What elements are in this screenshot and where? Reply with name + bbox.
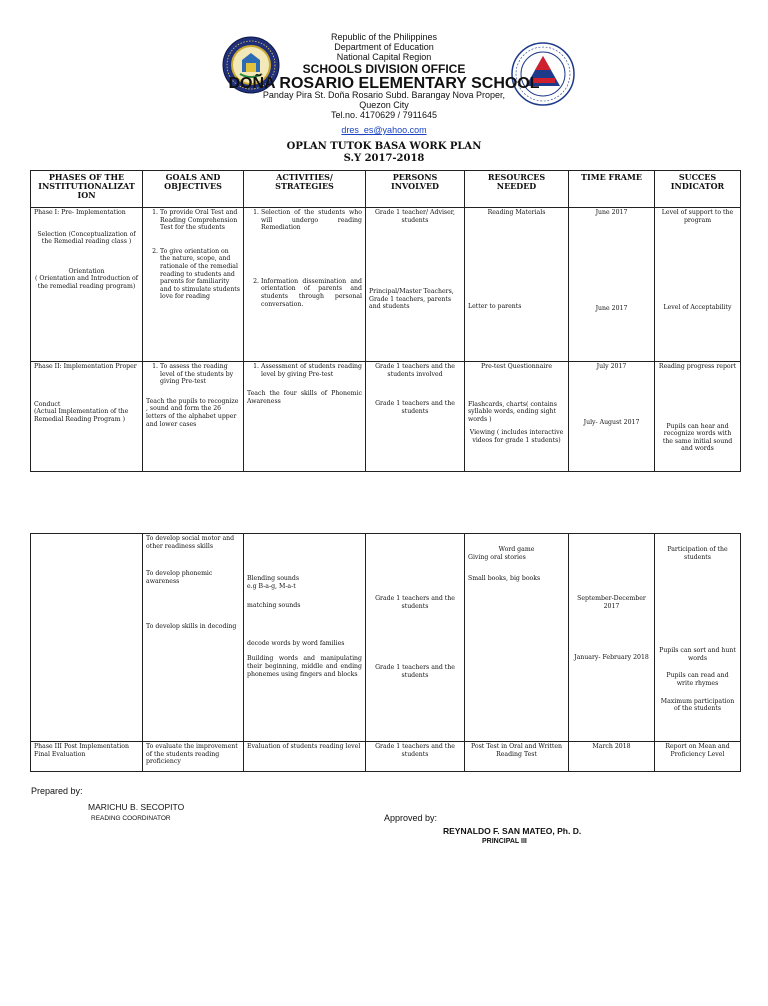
resources-text: Giving oral stories bbox=[468, 553, 526, 561]
goal-item: To evaluate the improvement of the students reading proficiency bbox=[146, 743, 238, 766]
table-row bbox=[31, 742, 741, 772]
indicator-text: Pupils can read and write rhymes bbox=[666, 672, 729, 687]
header-success-indicator: SUCCES INDICATOR bbox=[655, 171, 741, 208]
indicator-text: Level of support to the program bbox=[661, 209, 734, 224]
persons-text: Grade 1 teachers and the students bbox=[375, 664, 455, 679]
indicator-text: Maximum participation of the students bbox=[660, 697, 735, 713]
header-department: Department of Education bbox=[334, 42, 434, 52]
work-plan-table-continued bbox=[30, 533, 741, 772]
approved-by-title: PRINCIPAL III bbox=[482, 838, 527, 845]
goal-item: To develop social motor and other readiness skills bbox=[146, 535, 235, 550]
header-persons: PERSONS INVOLVED bbox=[366, 171, 465, 208]
indicator-text: Report on Mean and Proficiency Level bbox=[665, 743, 730, 758]
persons-text: Grade 1 teachers and the students involved bbox=[375, 363, 455, 378]
goal-item: 2. To give orientation on the nature, scope, and rationale of the remedial reading to students and parents for familiarity and to stimulate students love for reading bbox=[160, 248, 240, 301]
activity-item: 2. Information dissemination and orientation of parents and students through personal conversation. bbox=[261, 278, 362, 308]
resources-text: Flashcards, charts( contains syllable words, ending sight words ) bbox=[468, 400, 557, 423]
goal-item: To develop skills in decoding bbox=[146, 623, 237, 631]
header-phases: PHASES OF THE INSTITUTIONALIZAT ION bbox=[31, 171, 143, 208]
activity-item: 1. Selection of the students who will undergo reading Remediation bbox=[261, 209, 362, 232]
work-plan-table bbox=[30, 170, 741, 472]
time-frame-text: January- February 2018 bbox=[574, 654, 649, 662]
resources-text: Letter to parents bbox=[468, 302, 522, 310]
table-row bbox=[31, 208, 741, 362]
phase-detail: Orientation bbox=[68, 267, 105, 275]
phase-detail: Conduct bbox=[34, 400, 61, 408]
table-row bbox=[31, 534, 741, 742]
header-resources: RESOURCES NEEDED bbox=[465, 171, 569, 208]
header-city: Quezon City bbox=[359, 100, 409, 110]
indicator-text: Reading progress report bbox=[658, 363, 737, 370]
header-telephone: Tel.no. 4170629 / 7911645 bbox=[331, 110, 437, 120]
header-time-frame: TIME FRAME bbox=[569, 171, 655, 208]
activity-item: Teach the four skills of Phonemic Awareness bbox=[247, 390, 362, 405]
goal-item: 1. To assess the reading level of the students by giving Pre-test bbox=[160, 363, 240, 386]
persons-text: Grade 1 teachers and the students bbox=[375, 743, 455, 758]
header-republic: Republic of the Philippines bbox=[330, 32, 438, 42]
header-goals: GOALS AND OBJECTIVES bbox=[143, 171, 244, 208]
header-address: Panday Pira St. Doña Rosario Subd. Barangay Nova Proper, bbox=[262, 90, 506, 100]
time-frame-text: July 2017 bbox=[596, 363, 627, 370]
time-frame-text: July- August 2017 bbox=[583, 418, 640, 426]
phase-label: Phase III Post Implementation bbox=[34, 743, 129, 750]
prepared-by-name: MARICHU B. SECOPITO bbox=[88, 802, 185, 812]
resources-text: Post Test in Oral and Written Reading Test bbox=[470, 743, 563, 758]
persons-text: Principal/Master Teachers, Grade 1 teachers, parents and students bbox=[369, 288, 454, 311]
resources-text: Reading Materials bbox=[487, 209, 546, 216]
phase-label: Phase II: Implementation Proper bbox=[34, 363, 137, 370]
header-region: National Capital Region bbox=[336, 52, 432, 62]
phase-detail: Final Evaluation bbox=[34, 750, 86, 758]
phase-label: Phase I: Pre- Implementation bbox=[34, 209, 126, 216]
time-frame-text: March 2018 bbox=[592, 743, 631, 750]
persons-text: Grade 1 teachers and the students bbox=[375, 595, 455, 610]
activity-item: e.g B-a-g, M-a-t bbox=[247, 582, 296, 590]
table-header-row bbox=[31, 171, 741, 208]
resources-text: Pre-test Questionnaire bbox=[481, 363, 552, 370]
phase-detail: ( Orientation and Introduction of the remedial reading program) bbox=[34, 275, 139, 290]
resources-text: Small books, big books bbox=[468, 575, 541, 583]
header-activities: ACTIVITIES/ STRATEGIES bbox=[244, 171, 366, 208]
table-row bbox=[31, 362, 741, 472]
time-frame-text: June 2017 bbox=[595, 304, 628, 312]
persons-text: Grade 1 teachers and the students bbox=[375, 400, 455, 415]
activity-item: Evaluation of students reading level bbox=[247, 743, 361, 750]
header-school-name: DOÑA ROSARIO ELEMENTARY SCHOOL bbox=[228, 75, 540, 92]
time-frame-text: September-December 2017 bbox=[577, 595, 646, 610]
goal-item: Teach the pupils to recognize , sound and form the 26 letters of the alphabet upper and lower cases bbox=[146, 397, 239, 428]
activity-item: 1. Assessment of students reading level by giving Pre-test bbox=[261, 363, 362, 378]
approved-by-name: REYNALDO F. SAN MATEO, Ph. D. bbox=[443, 826, 582, 836]
goal-item: To develop phonemic awareness bbox=[146, 570, 213, 585]
approved-by-label: Approved by: bbox=[384, 813, 438, 823]
prepared-by-label: Prepared by: bbox=[31, 786, 83, 796]
indicator-text: Pupils can hear and recognize words with the same initial sound and words bbox=[662, 422, 733, 453]
time-frame-text: June 2017 bbox=[595, 209, 628, 216]
activity-item: matching sounds bbox=[247, 602, 301, 610]
header-email-link[interactable]: dres_es@yahoo.com bbox=[341, 125, 427, 135]
activity-item: Building words and manipulating their beginning, middle and ending phonemes using fingers and blocks bbox=[247, 655, 362, 678]
resources-text: Viewing ( includes interactive videos for grade 1 students) bbox=[469, 429, 564, 444]
goal-item: 1. To provide Oral Test and Reading Comprehension Test for the students bbox=[160, 209, 240, 232]
indicator-text: Level of Acceptability bbox=[663, 304, 732, 312]
activity-item: Blending sounds bbox=[247, 575, 300, 582]
indicator-text: Participation of the students bbox=[667, 546, 728, 561]
plan-title: OPLAN TUTOK BASA WORK PLAN bbox=[286, 141, 482, 152]
phase-detail: Selection (Conceptualization of the Remedial reading class ) bbox=[37, 230, 136, 246]
persons-text: Grade 1 teacher/ Adviser, students bbox=[374, 209, 456, 224]
header-office: SCHOOLS DIVISION OFFICE bbox=[302, 62, 466, 76]
plan-school-year: S.Y 2017-2018 bbox=[343, 153, 425, 164]
indicator-text: Pupils can sort and hunt words bbox=[659, 647, 736, 662]
resources-text: Word game bbox=[498, 546, 535, 553]
phase-detail: (Actual Implementation of the Remedial Reading Program ) bbox=[34, 408, 129, 423]
prepared-by-title: READING COORDINATOR bbox=[91, 815, 171, 822]
activity-item: decode words by word families bbox=[247, 639, 345, 647]
